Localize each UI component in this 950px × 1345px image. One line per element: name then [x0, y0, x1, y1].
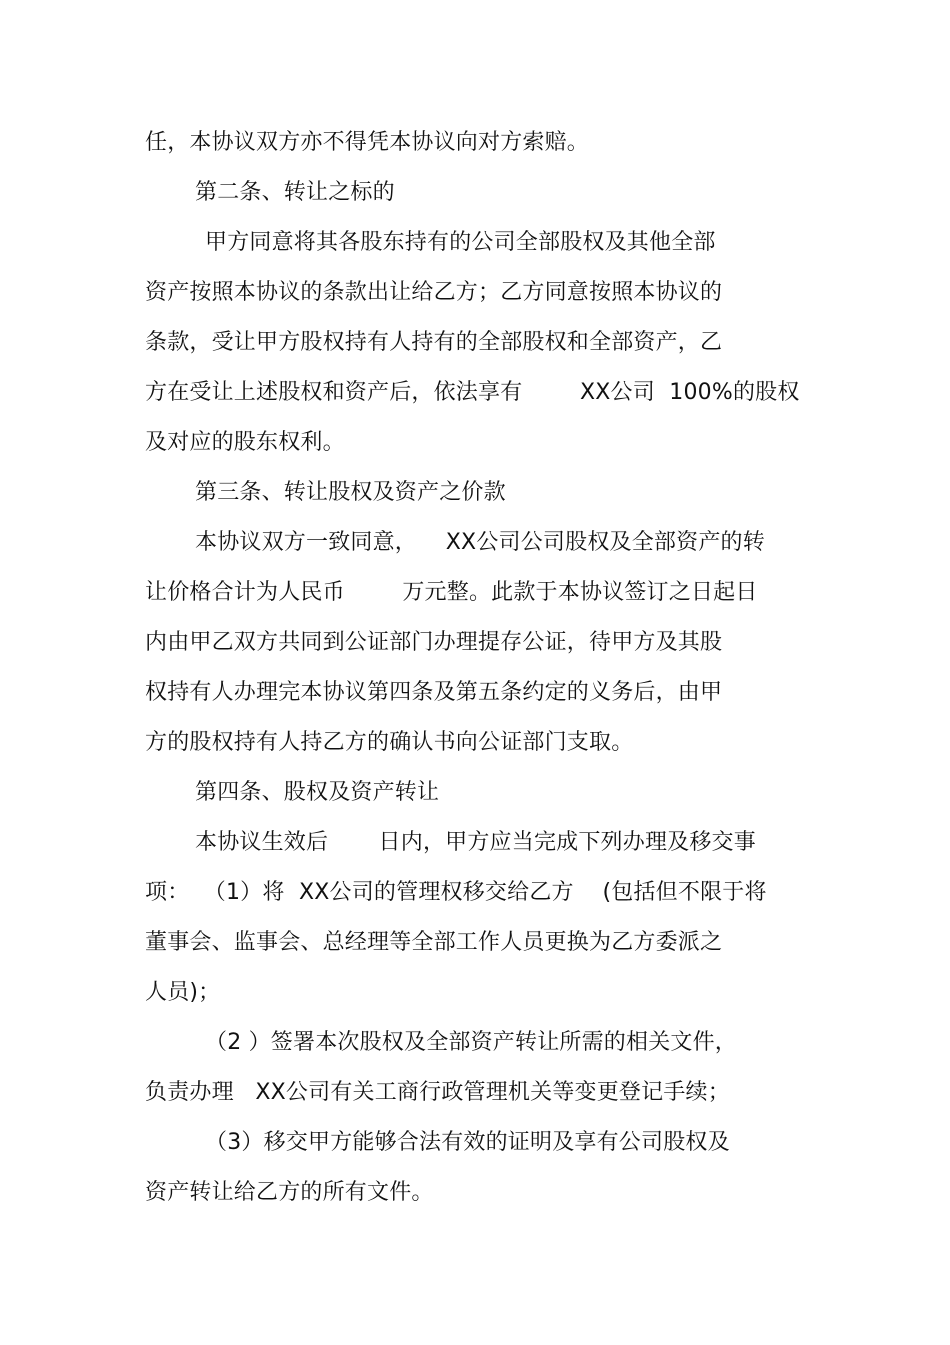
article-heading: 第四条、股权及资产转让	[195, 780, 440, 805]
paragraph-line: 甲方同意将其各股东持有的公司全部股权及其他全部	[205, 230, 716, 255]
paragraph-line: 内由甲乙双方共同到公证部门办理提存公证，待甲方及其股	[145, 630, 723, 655]
paragraph-line: 让价格合计为人民币 万元整。此款于本协议签订之日起日	[145, 580, 758, 605]
paragraph-line: 方在受让上述股权和资产后，依法享有 XX公司 100%的股权	[145, 380, 800, 405]
paragraph-line: 董事会、监事会、总经理等全部工作人员更换为乙方委派之	[145, 930, 723, 955]
paragraph-line: 人员)；	[145, 980, 221, 1005]
list-item: （3）移交甲方能够合法有效的证明及享有公司股权及	[205, 1130, 730, 1155]
paragraph-line: 条款，受让甲方股权持有人持有的全部股权和全部资产，乙	[145, 330, 723, 355]
paragraph-line: 本协议生效后 日内，甲方应当完成下列办理及移交事	[195, 830, 756, 855]
paragraph-line: 项： （1）将 XX公司的管理权移交给乙方 (包括但不限于将	[145, 880, 767, 905]
paragraph-line: 方的股权持有人持乙方的确认书向公证部门支取。	[145, 730, 634, 755]
paragraph-line: 本协议双方一致同意， XX公司公司股权及全部资产的转	[195, 530, 765, 555]
list-item: （2 ）签署本次股权及全部资产转让所需的相关文件，	[205, 1030, 737, 1055]
article-heading: 第三条、转让股权及资产之价款	[195, 480, 506, 505]
paragraph-line: 任，本协议双方亦不得凭本协议向对方索赔。	[145, 130, 590, 155]
paragraph-line: 资产转让给乙方的所有文件。	[145, 1180, 434, 1205]
paragraph-line: 权持有人办理完本协议第四条及第五条约定的义务后，由甲	[145, 680, 723, 705]
article-heading: 第二条、转让之标的	[195, 180, 395, 205]
paragraph-line: 负责办理 XX公司有关工商行政管理机关等变更登记手续；	[145, 1080, 730, 1105]
paragraph-line: 资产按照本协议的条款出让给乙方；乙方同意按照本协议的	[145, 280, 723, 305]
paragraph-line: 及对应的股东权利。	[145, 430, 345, 455]
